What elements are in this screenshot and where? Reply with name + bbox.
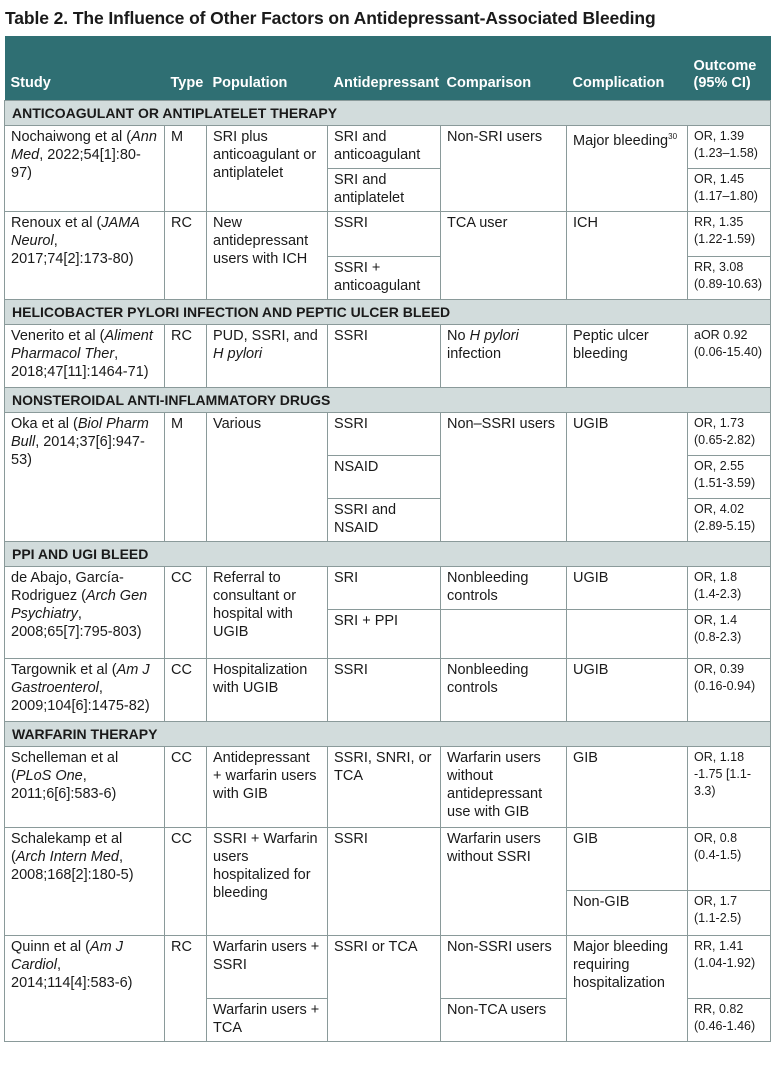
antidepressant-cell: SSRI or TCA xyxy=(328,936,441,1042)
study-cell: Schalekamp et al (Arch Intern Med, 2008;168[2]:180-5) xyxy=(5,828,165,936)
comparison-cell: Warfarin users without antidepressant use with GIB xyxy=(441,747,567,828)
header-outcome: Outcome (95% CI) xyxy=(688,36,771,101)
outcome-cell: OR, 1.39 (1.23–1.58) xyxy=(688,126,771,169)
outcome-cell: OR, 0.8 (0.4-1.5) xyxy=(688,828,771,891)
comparison-cell: Non–SSRI users xyxy=(441,413,567,542)
outcome-cell: OR, 1.18 -1.75 [1.1-3.3) xyxy=(688,747,771,828)
complication-cell: GIB xyxy=(567,747,688,828)
antidepressant-cell: SRI and antiplatelet xyxy=(328,169,441,212)
table-row xyxy=(5,325,771,388)
antidepressant-cell: SSRI xyxy=(328,325,441,388)
antidepressant-cell: SSRI and NSAID xyxy=(328,499,441,542)
population-cell: SSRI + Warfarin users hospitalized for bleeding xyxy=(207,828,328,936)
table-row xyxy=(5,659,771,722)
comparison-cell: No H pylori infection xyxy=(441,325,567,388)
type-cell: RC xyxy=(165,936,207,1042)
outcome-cell: OR, 1.73 (0.65-2.82) xyxy=(688,413,771,456)
type-cell: M xyxy=(165,413,207,542)
outcome-cell: OR, 1.45 (1.17–1.80) xyxy=(688,169,771,212)
comparison-cell: Non-SSRI users xyxy=(441,936,567,999)
antidepressant-cell: SSRI xyxy=(328,828,441,936)
table-row xyxy=(5,828,771,891)
type-cell: RC xyxy=(165,212,207,300)
section-anticoagulant: ANTICOAGULANT OR ANTIPLATELET THERAPY xyxy=(5,101,771,126)
table-row xyxy=(5,126,771,169)
table-row xyxy=(5,936,771,999)
outcome-cell: OR, 0.39 (0.16-0.94) xyxy=(688,659,771,722)
population-cell: SRI plus anticoagulant or antiplatelet xyxy=(207,126,328,212)
population-cell: Various xyxy=(207,413,328,542)
header-complication: Complication xyxy=(567,36,688,101)
table-row xyxy=(5,212,771,257)
header-study: Study xyxy=(5,36,165,101)
outcome-cell: OR, 1.8 (1.4-2.3) xyxy=(688,567,771,610)
outcome-cell: RR, 3.08 (0.89-10.63) xyxy=(688,257,771,300)
antidepressant-cell: NSAID xyxy=(328,456,441,499)
complication-cell: UGIB xyxy=(567,413,688,542)
table-title: Table 2. The Influence of Other Factors on Antidepressant-Associated Bleeding xyxy=(5,8,656,28)
antidepressant-cell: SSRI xyxy=(328,212,441,257)
antidepressant-cell: SRI xyxy=(328,567,441,610)
study-cell: Targownik et al (Am J Gastroenterol, 2009;104[6]:1475-82) xyxy=(5,659,165,722)
outcome-cell: RR, 1.41 (1.04-1.92) xyxy=(688,936,771,999)
outcome-cell: RR, 1.35 (1.22-1.59) xyxy=(688,212,771,257)
type-cell: CC xyxy=(165,659,207,722)
outcome-cell: OR, 4.02 (2.89-5.15) xyxy=(688,499,771,542)
header-row xyxy=(5,36,771,101)
study-cell: Schelleman et al (PLoS One, 2011;6[6]:583-6) xyxy=(5,747,165,828)
comparison-cell-empty xyxy=(441,610,567,659)
table-row xyxy=(5,413,771,456)
study-cell: de Abajo, García-Rodriguez (Arch Gen Psychiatry, 2008;65[7]:795-803) xyxy=(5,567,165,659)
comparison-cell: Non-TCA users xyxy=(441,999,567,1042)
header-population: Population xyxy=(207,36,328,101)
study-cell: Quinn et al (Am J Cardiol, 2014;114[4]:583-6) xyxy=(5,936,165,1042)
population-cell: Hospitalization with UGIB xyxy=(207,659,328,722)
header-type: Type xyxy=(165,36,207,101)
type-cell: CC xyxy=(165,828,207,936)
type-cell: CC xyxy=(165,567,207,659)
population-cell: PUD, SSRI, and H pylori xyxy=(207,325,328,388)
antidepressant-cell: SRI and anticoagulant xyxy=(328,126,441,169)
outcome-cell: OR, 1.7 (1.1-2.5) xyxy=(688,891,771,936)
type-cell: M xyxy=(165,126,207,212)
population-cell: Warfarin users + SSRI xyxy=(207,936,328,999)
comparison-cell: Non-SRI users xyxy=(441,126,567,212)
section-ppi: PPI AND UGI BLEED xyxy=(5,542,771,567)
population-cell: Referral to consultant or hospital with UGIB xyxy=(207,567,328,659)
complication-cell-empty xyxy=(567,610,688,659)
population-cell: New antidepressant users with ICH xyxy=(207,212,328,300)
population-cell: Antidepressant + warfarin users with GIB xyxy=(207,747,328,828)
complication-cell: UGIB xyxy=(567,659,688,722)
antidepressant-cell: SRI + PPI xyxy=(328,610,441,659)
complication-cell: Major bleeding$^{30}$ xyxy=(567,126,688,212)
antidepressant-cell: SSRI + anticoagulant xyxy=(328,257,441,300)
data-table xyxy=(4,36,771,1042)
study-cell: Oka et al (Biol Pharm Bull, 2014;37[6]:947-53) xyxy=(5,413,165,542)
antidepressant-cell: SSRI, SNRI, or TCA xyxy=(328,747,441,828)
header-comparison: Comparison xyxy=(441,36,567,101)
table-row xyxy=(5,747,771,828)
complication-cell: Peptic ulcer bleeding xyxy=(567,325,688,388)
type-cell: CC xyxy=(165,747,207,828)
antidepressant-cell: SSRI xyxy=(328,413,441,456)
complication-cell: ICH xyxy=(567,212,688,300)
study-cell: Nochaiwong et al (Ann Med, 2022;54[1]:80-97) xyxy=(5,126,165,212)
header-antidepressant: Antidepressant xyxy=(328,36,441,101)
outcome-cell: RR, 0.82 (0.46-1.46) xyxy=(688,999,771,1042)
complication-cell: GIB xyxy=(567,828,688,891)
comparison-cell: Nonbleeding controls xyxy=(441,567,567,610)
section-h-pylori: HELICOBACTER PYLORI INFECTION AND PEPTIC ULCER BLEED xyxy=(5,300,771,325)
outcome-cell: OR, 2.55 (1.51-3.59) xyxy=(688,456,771,499)
study-cell: Venerito et al (Aliment Pharmacol Ther, 2018;47[11]:1464-71) xyxy=(5,325,165,388)
antidepressant-cell: SSRI xyxy=(328,659,441,722)
outcome-cell: aOR 0.92 (0.06-15.40) xyxy=(688,325,771,388)
table-row xyxy=(5,567,771,610)
complication-cell: Major bleeding requiring hospitalization xyxy=(567,936,688,1042)
study-cell: Renoux et al (JAMA Neurol, 2017;74[2]:173-80) xyxy=(5,212,165,300)
outcome-cell: OR, 1.4 (0.8-2.3) xyxy=(688,610,771,659)
type-cell: RC xyxy=(165,325,207,388)
comparison-cell: TCA user xyxy=(441,212,567,300)
comparison-cell: Nonbleeding controls xyxy=(441,659,567,722)
comparison-cell: Warfarin users without SSRI xyxy=(441,828,567,936)
complication-cell: UGIB xyxy=(567,567,688,610)
section-nsaid: NONSTEROIDAL ANTI-INFLAMMATORY DRUGS xyxy=(5,388,771,413)
complication-cell: Non-GIB xyxy=(567,891,688,936)
section-warfarin: WARFARIN THERAPY xyxy=(5,722,771,747)
population-cell: Warfarin users + TCA xyxy=(207,999,328,1042)
